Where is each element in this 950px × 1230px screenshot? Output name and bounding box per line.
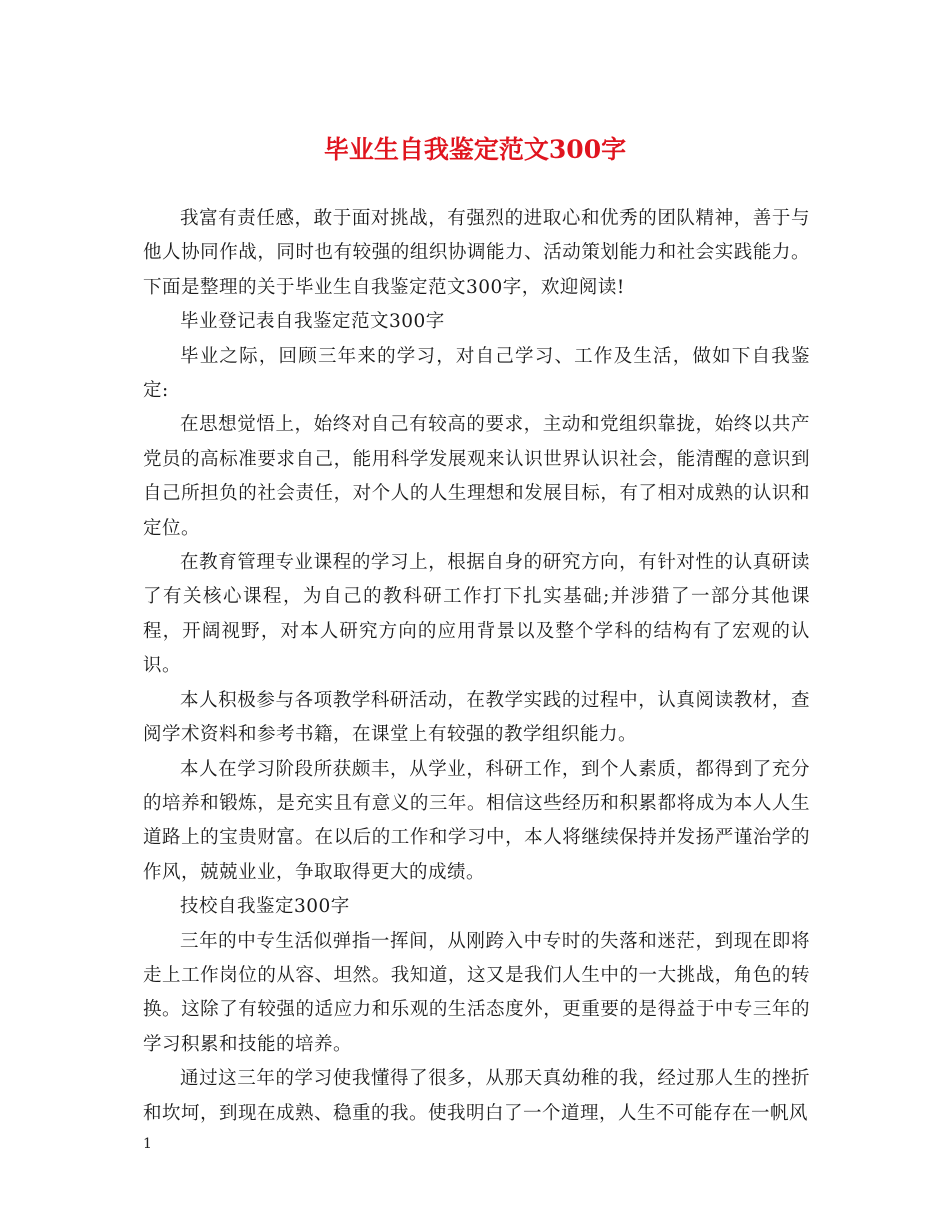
section-heading-graduation-form: 毕业登记表自我鉴定范文300字 (180, 311, 445, 333)
paragraph: 本人积极参与各项教学科研活动，在教学实践的过程中，认真阅读教材，查阅学术资料和参考书籍，在课堂上有较强的教学组织能力。 (143, 689, 810, 746)
page-number: 1 (143, 1136, 152, 1152)
paragraph-intro: 我富有责任感，敢于面对挑战，有强烈的进取心和优秀的团队精神，善于与他人协同作战，同时也有较强的组织协调能力、活动策划能力和社会实践能力。下面是整理的关于毕业生自我鉴定范文300字，欢迎阅读! (143, 208, 810, 298)
paragraph: 在教育管理专业课程的学习上，根据自身的研究方向，有针对性的认真研读了有关核心课程，为自己的教科研工作打下扎实基础;并涉猎了一部分其他课程，开阔视野，对本人研究方向的应用背景以及整个学科的结构有了宏观的认识。 (143, 552, 810, 677)
paragraph: 三年的中专生活似弹指一挥间，从刚跨入中专时的失落和迷茫，到现在即将走上工作岗位的从容、坦然。我知道，这又是我们人生中的一大挑战，角色的转换。这除了有较强的适应力和乐观的生活态度外，更重要的是得益于中专三年的学习积累和技能的培养。 (143, 930, 810, 1055)
paragraph: 毕业之际，回顾三年来的学习，对自己学习、工作及生活，做如下自我鉴定: (143, 345, 810, 402)
document-title: 毕业生自我鉴定范文300字 (323, 135, 627, 164)
paragraph: 在思想觉悟上，始终对自己有较高的要求，主动和党组织靠拢，始终以共产党员的高标准要求自己，能用科学发展观来认识世界认识社会，能清醒的意识到自己所担负的社会责任，对个人的人生理想和发展目标，有了相对成熟的认识和定位。 (143, 414, 810, 539)
paragraph: 本人在学习阶段所获颇丰，从学业，科研工作，到个人素质，都得到了充分的培养和锻炼，是充实且有意义的三年。相信这些经历和积累都将成为本人人生道路上的宝贵财富。在以后的工作和学习中，本人将继续保持并发扬严谨治学的作风，兢兢业业，争取取得更大的成绩。 (143, 758, 810, 883)
paragraph: 通过这三年的学习使我懂得了很多，从那天真幼稚的我，经过那人生的挫折和坎坷，到现在成熟、稳重的我。使我明白了一个道理，人生不可能存在一帆风 (143, 1068, 810, 1124)
document-body (143, 202, 810, 1131)
section-heading-technical-school: 技校自我鉴定300字 (180, 896, 350, 918)
